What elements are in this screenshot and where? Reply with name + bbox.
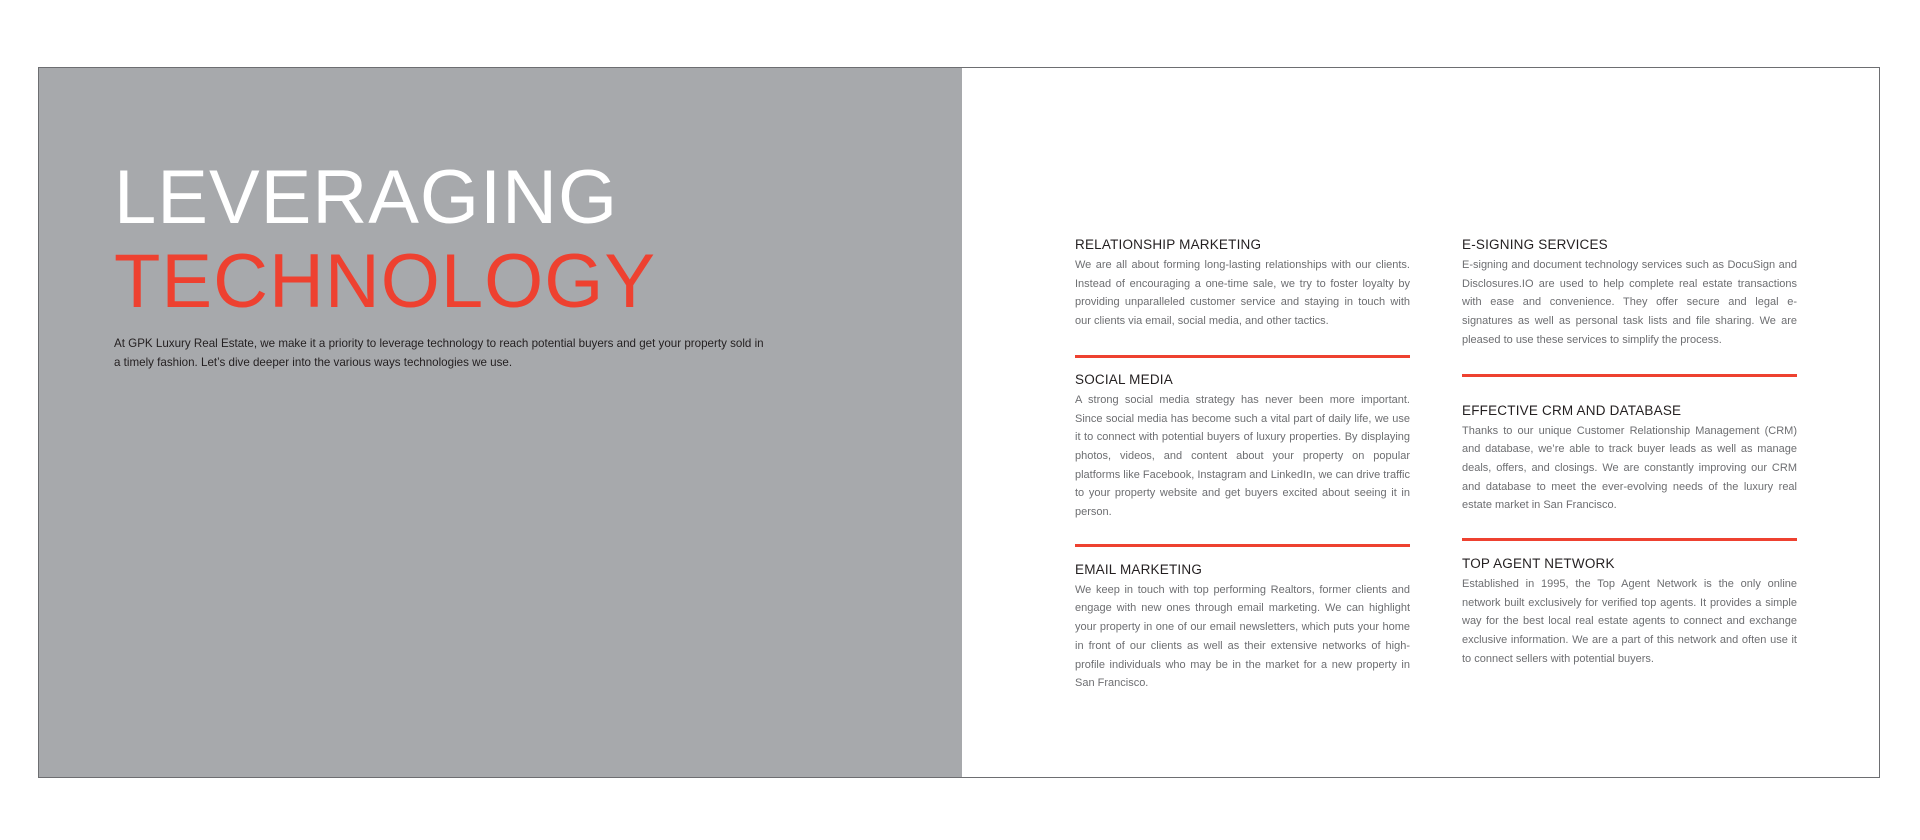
section-email-marketing [1075,561,1410,693]
section-title: TOP AGENT NETWORK [1462,556,1615,572]
section-body: Thanks to our unique Customer Relationship Management (CRM) and database, we’re able to track buyer leads as well as manage deals, offers, and closings. We are constantly improving our CRM and database to meet the ever-evolving needs of the luxury real estate market in San Francisco. [1462,424,1797,512]
section-body: Established in 1995, the Top Agent Network is the only online network built exclusively for verified top agents. It provides a simple way for the best local real estate agents to connect and exchange exclusive information. We are a part of this network and often use it to connect sellers with potential buyers. [1462,578,1797,665]
brochure-spread [38,67,1880,778]
section-effective-crm [1462,402,1797,516]
section-body: We are all about forming long-lasting relationships with our clients. Instead of encouraging a one-time sale, we try to foster loyalty by providing unparalleled customer service and staying in touch with our clients via email, social media, and other tactics. [1075,259,1410,328]
right-column [1462,236,1797,669]
section-body: A strong social media strategy has never been more important. Since social media has become such a vital part of daily life, we use it to connect with potential buyers of luxury properties. By displaying photos, videos, and content about your property on popular platforms like Facebook, Instagram and LinkedIn, we can drive traffic to your property website and get buyers excited about seeing it in person. [1075,393,1410,519]
left-page [39,68,962,777]
section-divider [1075,544,1410,547]
intro-paragraph: At GPK Luxury Real Estate, we make it a priority to leverage technology to reach potential buyers and get your property sold in a timely fashion. Let’s dive deeper into the various ways technologies we use. [114,337,764,369]
section-divider [1075,355,1410,358]
section-divider [1462,538,1797,541]
left-column [1075,236,1410,693]
section-relationship-marketing [1075,236,1410,331]
section-title: EMAIL MARKETING [1075,561,1203,577]
section-divider [1462,374,1797,377]
section-top-agent-network [1462,555,1797,669]
right-page [962,68,1879,777]
section-body: We keep in touch with top performing Realtors, former clients and engage with new ones through email marketing. We can highlight your property in one of our email newsletters, which puts your home in front of our clients as well as their extensive networks of high-profile individuals who may be in the market for a new property in San Francisco. [1075,583,1410,690]
title-line-leveraging: LEVERAGING [114,155,619,240]
section-e-signing-services [1462,236,1797,350]
page-title [114,156,656,324]
section-title: SOCIAL MEDIA [1075,371,1173,387]
section-social-media [1075,371,1410,522]
section-title: E-SIGNING SERVICES [1462,237,1608,252]
section-title: RELATIONSHIP MARKETING [1075,237,1262,252]
title-line-technology: TECHNOLOGY [114,239,657,324]
section-body: E-signing and document technology services such as DocuSign and Disclosures.IO are used to help complete real estate transactions with ease and convenience. They offer secure and legal e-signatures as well as personal task lists and file sharing. We are pleased to use these services to simplify the process. [1462,259,1797,346]
section-title: EFFECTIVE CRM AND DATABASE [1462,402,1682,418]
